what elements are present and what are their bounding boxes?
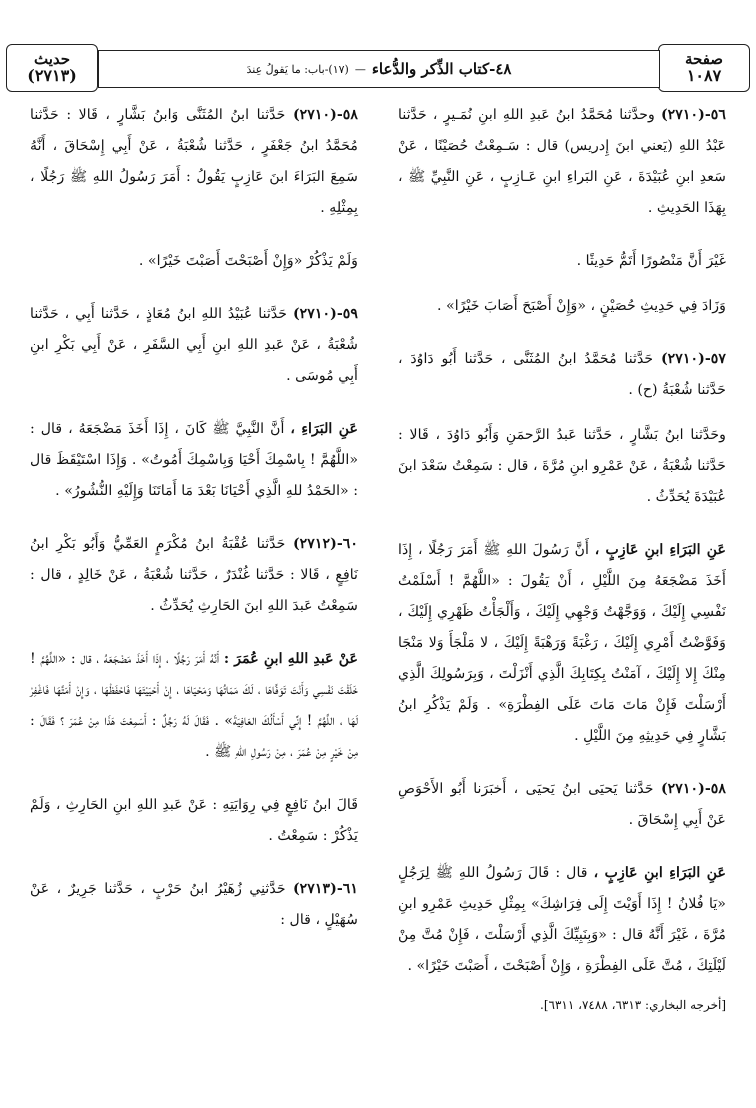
hadith-ref-number: ٥٨-(٢٧١٠) [660,781,726,797]
isnad-paragraph [398,420,726,513]
hadith-number: (٢٧١٣) [27,66,77,86]
hadith-ref-number: ٦١-(٢٧١٣) [292,881,358,897]
footnote [398,994,726,1016]
hadith-number-box [6,44,98,92]
hadith-ref-number: ٥٦-(٢٧١٠) [660,107,726,123]
paragraph-text: حَدَّثنِي زُهَيْرُ ابنُ حَرْبٍ ، حَدَّثنا جَرِيرٌ ، عَنْ سُهَيْلٍ ، قال : [30,881,358,928]
hadith-ref-number: ٦٠-(٢٧١٢) [292,536,358,552]
paragraph-text: حَدَّثنا يَحيَى ابنُ يَحيَى ، أَخبَرَنا أَبُو الأَحْوَصِ عَنْ أَبِي إِسْحَاقَ . [398,781,726,828]
paragraph-text: أَنَّهُ أَمَرَ رَجُلًا ، إِذَا أَخَذَ مَضْجَعَهُ ، قال : «اللَّهُمَّ ! خَلَقْتَ نَفْسِي وَأَنْتَ تَوَفَّاهَا ، لَكَ مَمَاتُهَا وَمَحْيَاهَا ، إِنْ أَحْيَيْتَهَا فَاحْفَظْهَا ، وَإِنْ أَمَتَّهَا فَاغْفِرْ لَهَا ، اللَّهُمَّ ! إِنِّي أَسْأَلُكَ العَافِيَةَ» . فَقَالَ لَهُ رَجُلٌ : أَسَمِعْتَ هَذَا مِنْ عُمَرَ ؟ فَقَالَ : مِنْ خَيْرٍ مِنْ عُمَرَ ، مِنْ رَسُولِ اللهِ ﷺ . [30,651,358,760]
paragraph-text: أَنَّ رَسُولَ اللهِ ﷺ أَمَرَ رَجُلًا ، إِذَا أَخَذَ مَضْجَعَهُ مِنَ اللَّيْلِ ، أَنْ يَقُولَ : «اللَّهُمَّ ! أَسْلَمْتُ نَفْسِي إِلَيْكَ ، وَوَجَّهْتُ وَجْهِي إِلَيْكَ ، وَأَلْجَأْتُ ظَهْرِي إِلَيْكَ ، وَفَوَّضْتُ أَمْرِي إِلَيْكَ ، رَغْبَةً وَرَهْبَةً إِلَيْكَ ، لا مَلْجَأَ وَلا مَنْجَا مِنْكَ إِلا إِلَيْكَ ، آمَنْتُ بِكِتَابِكَ الَّذِي أَنْزَلْتَ ، وَبِرَسُولِكَ الَّذِي أَرْسَلْتَ فَإِنْ مَاتَ مَاتَ عَلَى الفِطْرَةِ» . وَلَمْ يَذْكُرِ ابنُ بَشَّارٍ فِي حَدِيثِهِ مِنَ اللَّيْلِ . [398,542,726,744]
header-separator: — [354,62,366,76]
right-column [398,100,726,1038]
page-label: صفحة [684,49,724,68]
hadith-paragraph [30,529,358,622]
paragraph-text: وحدَّثنا مُحَمَّدُ ابنُ عَبدِ اللهِ ابنِ نُمَـيرٍ ، حَدَّثنا عَبْدُ اللهِ (يَعني ابنَ إِدريس) قال : سَـمِعْتُ حُصَيْنًا ، عَنْ سَعدِ ابنِ عُبَيْدَةَ ، عَنِ البَراءِ ابنِ عَـازِبٍ ، عَنِ النَّبِيِّ ﷺ ، بِهَذَا الحَدِيثِ . [398,107,726,216]
note-paragraph [398,291,726,322]
narrator-name: عَنِ البَرَاءِ ابنِ عَازِبٍ ، [594,542,726,558]
hadith-label: حديث [33,49,71,68]
note-paragraph [398,246,726,277]
left-column [30,100,358,958]
paragraph-text: غَيْرَ أَنَّ مَنْصُورًا أَتَمُّ حَدِيثًا . [576,253,726,269]
matn-paragraph [398,858,726,982]
matn-paragraph [30,644,358,768]
paragraph-text: وَلَمْ يَذْكُرْ «وَإِنْ أَصْبَحْتَ أَصَبْتَ خَيْرًا» . [138,253,358,269]
paragraph-text: حَدَّثنا مُحَمَّدُ ابنُ المُثَنَّى ، حَدَّثنا أَبُو دَاوُدَ ، حَدَّثنا شُعْبَةُ (ح) . [398,351,726,398]
narrator-name: عَنْ عَبدِ اللهِ ابنِ عُمَرَ : [223,651,358,667]
hadith-ref-number: ٥٩-(٢٧١٠) [292,306,358,322]
hadith-ref-number: ٥٧-(٢٧١٠) [660,351,726,367]
hadith-paragraph [30,299,358,392]
hadith-paragraph [398,100,726,224]
hadith-paragraph [30,100,358,224]
bab-title: (١٧)-باب: ما يَقولُ عِندَ [246,62,349,76]
narrator-name: عَنِ البَرَاءِ ، [290,421,358,437]
matn-paragraph [30,414,358,507]
footnote-text: [أخرجه البخاري: ٦٣١٣، ٧٤٨٨، ٦٣١١]. [540,998,726,1012]
paragraph-text: أَنَّ النَّبِيَّ ﷺ كَانَ ، إِذَا أَخَذَ مَضْجَعَهُ ، قال : «اللَّهُمَّ ! بِاسْمِكَ أَحْيَا وَبِاسْمِكَ أَمُوتُ» . وَإِذَا اسْتَيْقَظَ قال : «الحَمْدُ للهِ الَّذِي أَحْيَانَا بَعْدَ مَا أَمَاتَنَا وَإِلَيْهِ النُّشُورُ» . [30,421,358,499]
hadith-paragraph [398,344,726,406]
hadith-paragraph [398,774,726,836]
page-number: ١٠٨٧ [686,66,722,86]
page-number-box [658,44,750,92]
paragraph-text: حَدَّثنا عُبَيْدُ اللهِ ابنُ مُعَاذٍ ، حَدَّثنا أَبِي ، حَدَّثنا شُعْبَةُ ، عَنْ عَبدِ اللهِ ابنِ أَبِي السَّفَرِ ، عَنْ أَبِي بَكْرِ ابنِ أَبِي مُوسَى . [30,306,358,384]
paragraph-text: وحَدَّثنا ابنُ بَشَّارٍ ، حَدَّثنا عَبدُ الرَّحمَنِ وَأَبُو دَاوُدَ ، قَالا : حَدَّثنا شُعْبَةُ ، عَنْ عَمْرِو ابنِ مُرَّةَ ، قال : سَمِعْتُ سَعْدَ ابنَ عُبَيْدَةَ يُحَدِّثُ . [398,427,726,505]
running-header [98,50,660,88]
chapter-title: ٤٨-كتاب الذِّكر والدُّعاء [371,60,512,78]
paragraph-text: وَزَادَ فِي حَدِيثِ حُصَيْنٍ ، «وَإِنْ أَصْبَحَ أَصَابَ خَيْرًا» . [437,298,726,314]
paragraph-text: حَدَّثنا ابنُ المُثَنَّى وَابنُ بَشَّارٍ ، قَالا : حَدَّثنا مُحَمَّدُ ابنُ جَعْفَرٍ ، حَدَّثنا شُعْبَةُ ، عَنْ أَبِي إِسْحَاقَ ، أَنَّهُ سَمِعَ البَرَاءَ ابنَ عَازِبٍ يَقُولُ : أَمَرَ رَسُولُ اللهِ ﷺ رَجُلًا ، بِمِثْلِهِ . [30,107,358,216]
narrator-name: عَنِ البَرَاءِ ابنِ عَازِبٍ ، [593,865,726,881]
matn-paragraph [398,535,726,752]
note-paragraph [30,246,358,277]
hadith-ref-number: ٥٨-(٢٧١٠) [292,107,358,123]
paragraph-text: قَالَ ابنُ نَافِعٍ فِي رِوَايَتِهِ : عَنْ عَبدِ اللهِ ابنِ الحَارِثِ ، وَلَمْ يَذْكُرْ : سَمِعْتُ . [30,797,358,844]
hadith-paragraph [30,874,358,936]
paragraph-text: حَدَّثنا عُقْبَةُ ابنُ مُكْرَمٍ العَمِّيُّ وَأَبُو بَكْرِ ابنُ نَافِعٍ ، قَالا : حَدَّثنا غُنْدَرٌ ، حَدَّثنا شُعْبَةُ ، عَنْ خَالِدٍ ، قال : سَمِعْتُ عَبدَ اللهِ ابنَ الحَارِثِ يُحَدِّثُ . [30,536,358,614]
note-paragraph [30,790,358,852]
paragraph-text: قال : قَالَ رَسُولُ اللهِ ﷺ لِرَجُلٍ «يَا فُلانُ ! إِذَا أَوَيْتَ إِلَى فِرَاشِكَ» بِمِثْلِ حَدِيثِ عَمْرِو ابنِ مُرَّةَ ، غَيْرَ أَنَّهُ قال : «وَبِنَبِيِّكَ الَّذِي أَرْسَلْتَ ، فَإِنْ مُتَّ مِنْ لَيْلَتِكَ ، مُتَّ عَلَى الفِطْرَةِ ، وَإِنْ أَصْبَحْتَ ، أَصَبْتَ خَيْرًا» . [398,865,726,974]
